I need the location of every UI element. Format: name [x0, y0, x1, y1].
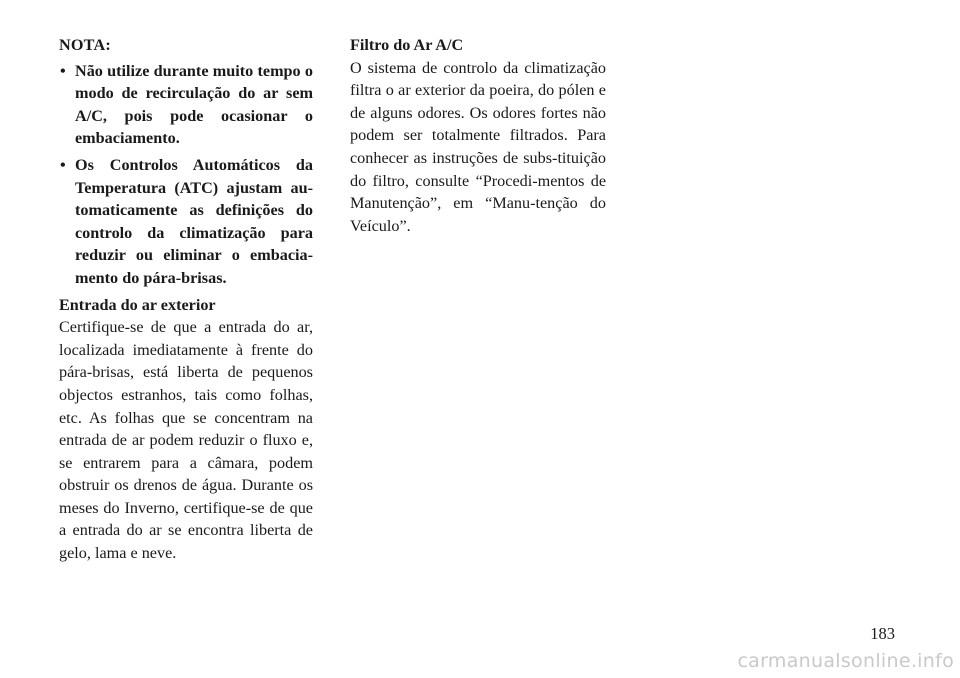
note-label: NOTA:: [59, 36, 111, 54]
watermark: carmanualsonline.info: [737, 650, 954, 672]
note-item-text: Os Controlos Automáticos da Temperatura (ATC) ajustam au-tomaticamente as definições do controlo da climatização para reduzir ou eliminar o embacia-mento do pára-brisas.: [75, 155, 313, 287]
list-item: [59, 154, 313, 290]
section-heading-ac-filter: Filtro do Ar A/C: [350, 36, 464, 54]
page-number: 183: [870, 624, 895, 643]
list-item: [59, 60, 313, 150]
bullet-icon: •: [60, 155, 66, 174]
left-column: [59, 34, 313, 565]
section-heading-outside-air: Entrada do ar exterior: [59, 295, 216, 314]
section-text-ac-filter: O sistema de controlo da climatização filtra o ar exterior da poeira, do pólen e de alguns odores. Os odores fortes não podem ser totalmente filtrados. Para conhecer as instruções de subs-tituição do filtro, consulte “Procedi-mentos de Manutenção”, em “Manu-tenção do Veículo”.: [350, 58, 606, 235]
note-list: [59, 60, 313, 290]
right-column: [350, 34, 606, 237]
section-text-outside-air: Certifique-se de que a entrada do ar, localizada imediatamente à frente do pára-brisas, está liberta de pequenos objectos estranhos, tais como folhas, etc. As folhas que se concentram na entrada de ar podem reduzir o fluxo e, se entrarem para a câmara, podem obstruir os drenos de água. Durante os meses do Inverno, certifique-se de que a entrada do ar se encontra liberta de gelo, lama e neve.: [59, 318, 313, 563]
bullet-icon: •: [60, 61, 66, 80]
note-item-text: Não utilize durante muito tempo o modo de recirculação do ar sem A/C, pois pode ocasionar o embaciamento.: [75, 61, 313, 148]
